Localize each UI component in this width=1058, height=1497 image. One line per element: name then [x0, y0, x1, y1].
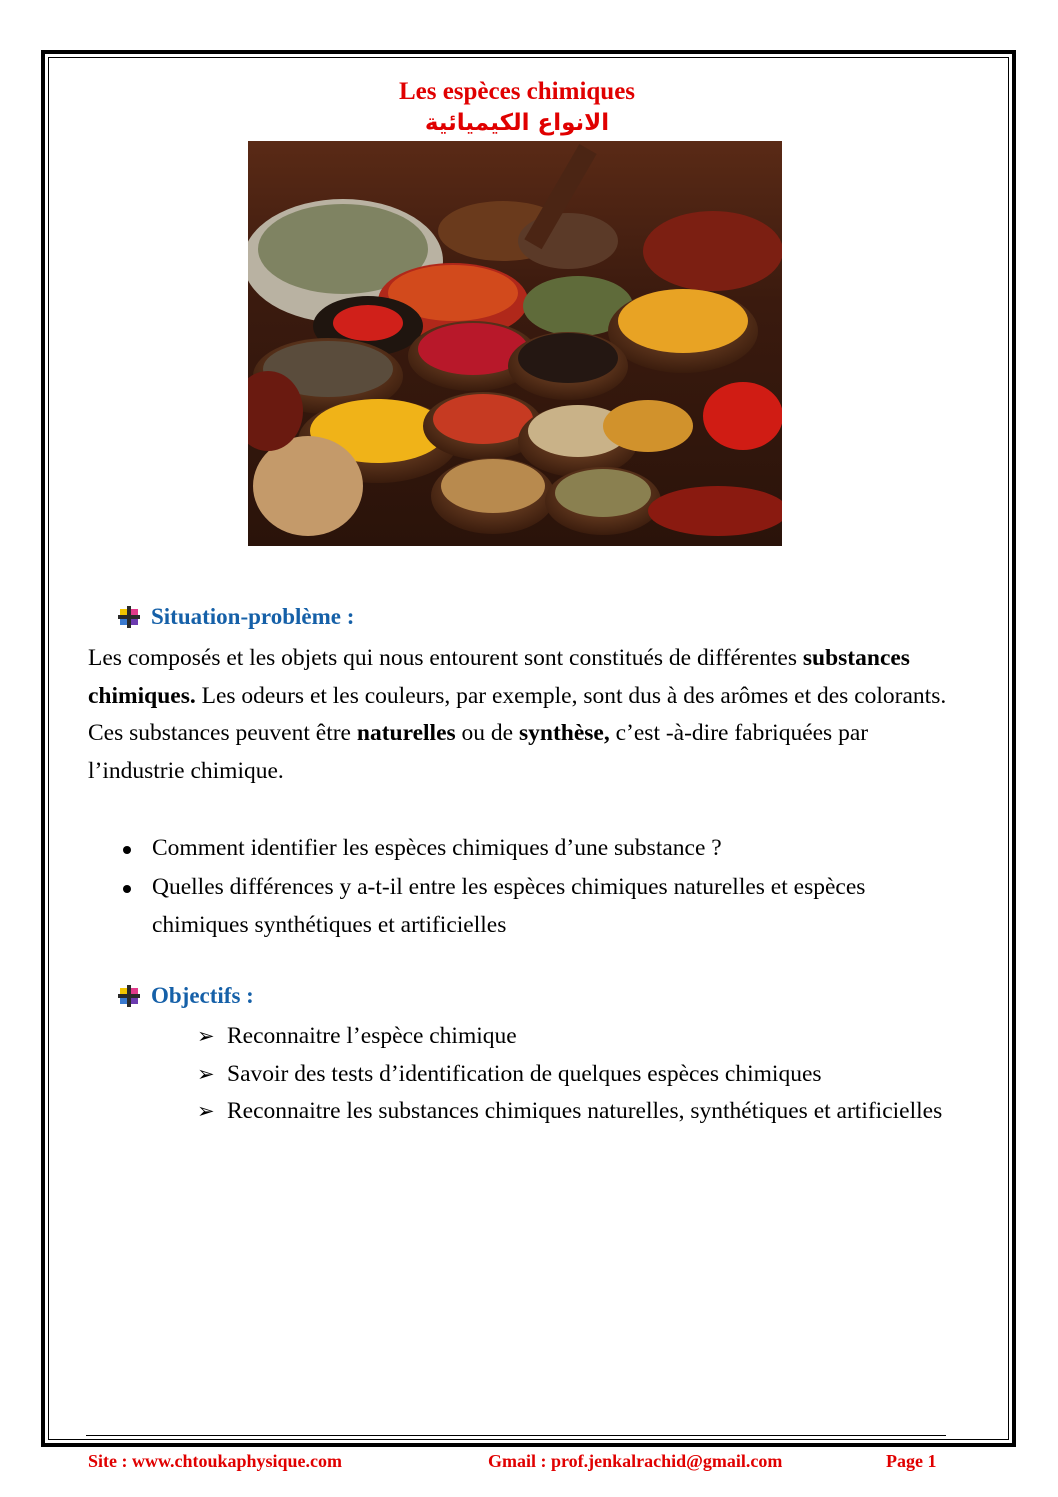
spices-photo [248, 141, 782, 546]
objectifs-heading [118, 983, 254, 1009]
situation-paragraph: Les composés et les objets qui nous entourent sont constitués de différentes substances chimiques. Les odeurs et les couleurs, par exemple, sont dus à des arômes et des colorants. Ces substances peuvent être naturelles ou de synthèse, c’est -à-dire fabriquées par l’industrie chimique. [88, 645, 947, 784]
page-title: Les espèces chimiques [398, 78, 636, 105]
footer-page-number: Page 1 [886, 1451, 937, 1471]
objectif-item: ➢ Reconnaitre l’espèce chimique [197, 1018, 957, 1056]
colored-plus-bullet-icon [118, 985, 140, 1007]
arrow-bullet-icon: ➢ [197, 1024, 215, 1048]
objectifs-heading-label: Objectifs : [151, 983, 254, 1008]
footer-site: Site : www.chtoukaphysique.com [88, 1451, 343, 1471]
page-title-arabic: الانواع الكيميائية [424, 110, 610, 136]
footer-divider [86, 1435, 946, 1436]
objectif-item: ➢ Savoir des tests d’identification de quelques espèces chimiques [197, 1056, 957, 1094]
objectifs-list [197, 1018, 957, 1131]
footer-gmail: Gmail : prof.jenkalrachid@gmail.com [488, 1451, 783, 1471]
arrow-bullet-icon: ➢ [197, 1061, 215, 1086]
colored-plus-bullet-icon [118, 606, 140, 628]
question-item: Comment identifier les espèces chimiques d’une substance ? [118, 829, 948, 868]
situation-heading [118, 604, 354, 630]
situation-heading-label: Situation-problème : [151, 604, 355, 629]
question-list [118, 829, 948, 945]
question-item: Quelles différences y a-t-il entre les espèces chimiques naturelles et espèces chimiques synthétiques et artificielles [118, 868, 948, 945]
arrow-bullet-icon: ➢ [197, 1099, 215, 1123]
objectif-item: ➢ Reconnaitre les substances chimiques naturelles, synthétiques et artificielles [197, 1093, 957, 1131]
